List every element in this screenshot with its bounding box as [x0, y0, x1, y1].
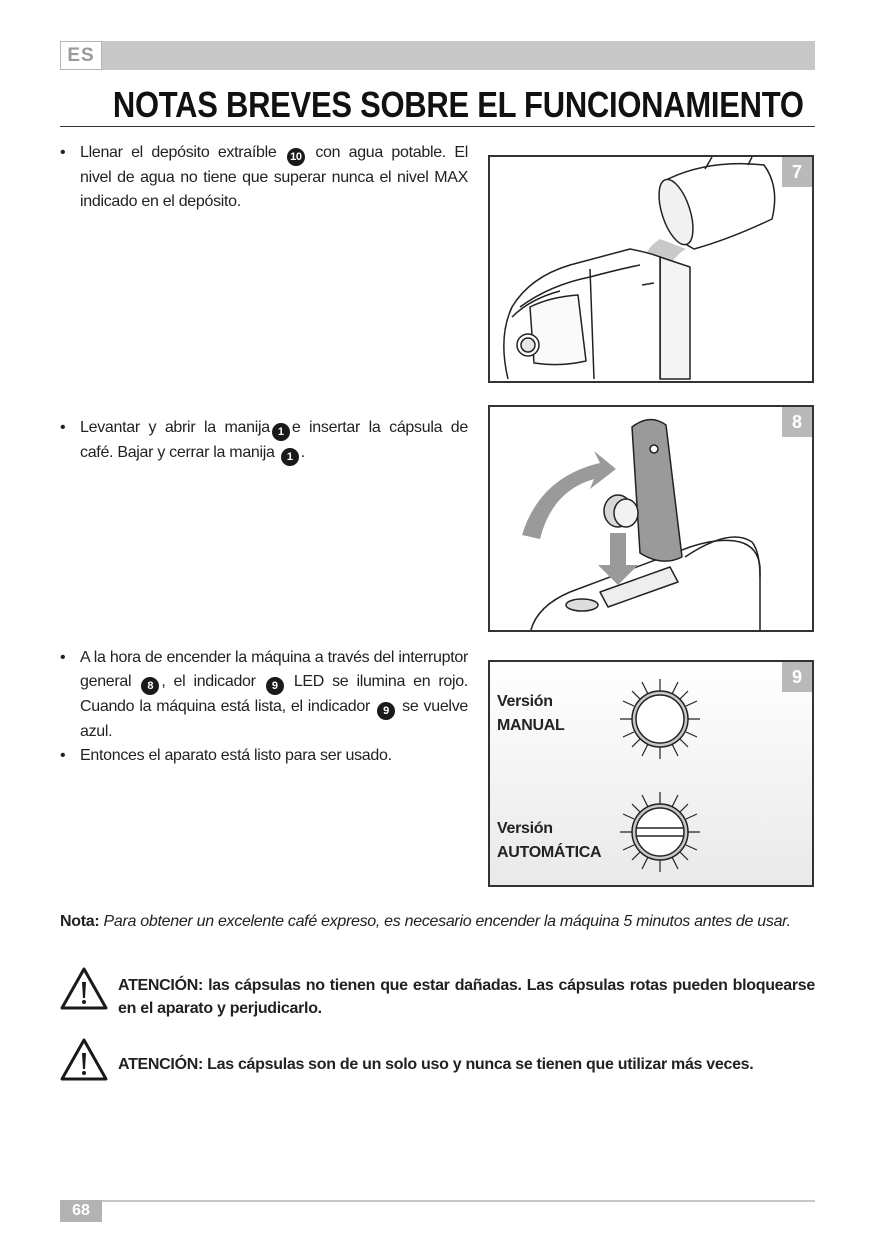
note-text: Para obtener un excelente café expreso, es necesario encender la máquina 5 minutos antes de usar. — [103, 913, 791, 930]
part-number-badge: 10 — [287, 148, 305, 166]
footer-rule — [102, 1200, 815, 1202]
note — [60, 911, 820, 933]
manual-version-label: Versión MANUAL — [497, 693, 565, 734]
header-bar — [60, 41, 815, 70]
figure-7-fill-water-tank — [488, 155, 814, 383]
warning-triangle-icon — [60, 1037, 108, 1081]
page-number: 68 — [60, 1200, 102, 1222]
list-item: • Llenar el depósito extraíble 10 con agua potable. El nivel de agua no tiene que superar nunca el nivel MAX indicado en el depósito. — [60, 141, 468, 214]
list-item: • Entonces el aparato está listo para ser usado. — [60, 744, 468, 768]
figure-8-insert-capsule — [488, 405, 814, 632]
note-label: Nota: — [60, 913, 100, 930]
bullet: • — [60, 747, 66, 764]
warning-triangle-icon — [60, 966, 108, 1010]
capsule-insert-illustration — [490, 407, 814, 632]
list-item: • Levantar y abrir la manija 1 e insertar la cápsula de café. Bajar y cerrar la manija 1 . — [60, 416, 468, 466]
part-number-badge: 9 — [377, 702, 395, 720]
figure-number: 9 — [782, 662, 812, 692]
bullet: • — [60, 419, 66, 436]
figure-9-indicator-versions — [488, 660, 814, 887]
warning-text: ATENCIÓN: Las cápsulas son de un solo uso y nunca se tienen que utilizar más veces. — [118, 1056, 754, 1073]
page-title: NOTAS BREVES SOBRE EL FUNCIONAMIENTO — [112, 84, 804, 125]
warning-2 — [60, 1037, 815, 1081]
section-1-text — [60, 141, 468, 214]
warning-1 — [60, 966, 815, 1016]
part-number-badge: 9 — [266, 677, 284, 695]
part-number-badge: 1 — [281, 448, 299, 466]
language-tab: ES — [60, 41, 102, 70]
bullet: • — [60, 649, 66, 666]
automatic-version-label: Versión AUTOMÁTICA — [497, 820, 602, 861]
section-3-text — [60, 646, 468, 768]
part-number-badge: 8 — [141, 677, 159, 695]
machine-fill-illustration — [490, 157, 814, 383]
bullet: • — [60, 144, 66, 161]
part-number-badge: 1 — [272, 423, 290, 441]
section-2-text — [60, 416, 468, 466]
figure-number: 8 — [782, 407, 812, 437]
warning-text: ATENCIÓN: las cápsulas no tienen que estar dañadas. Las cápsulas rotas pueden bloquearse en el aparato y perjudicarlo. — [118, 977, 815, 1017]
title-rule — [60, 126, 815, 127]
list-item: • A la hora de encender la máquina a través del interruptor general 8 , el indicador 9 LED se ilumina en rojo. Cuando la máquina está lista, el indicador 9 se vuelve azul. — [60, 646, 468, 744]
figure-number: 7 — [782, 157, 812, 187]
